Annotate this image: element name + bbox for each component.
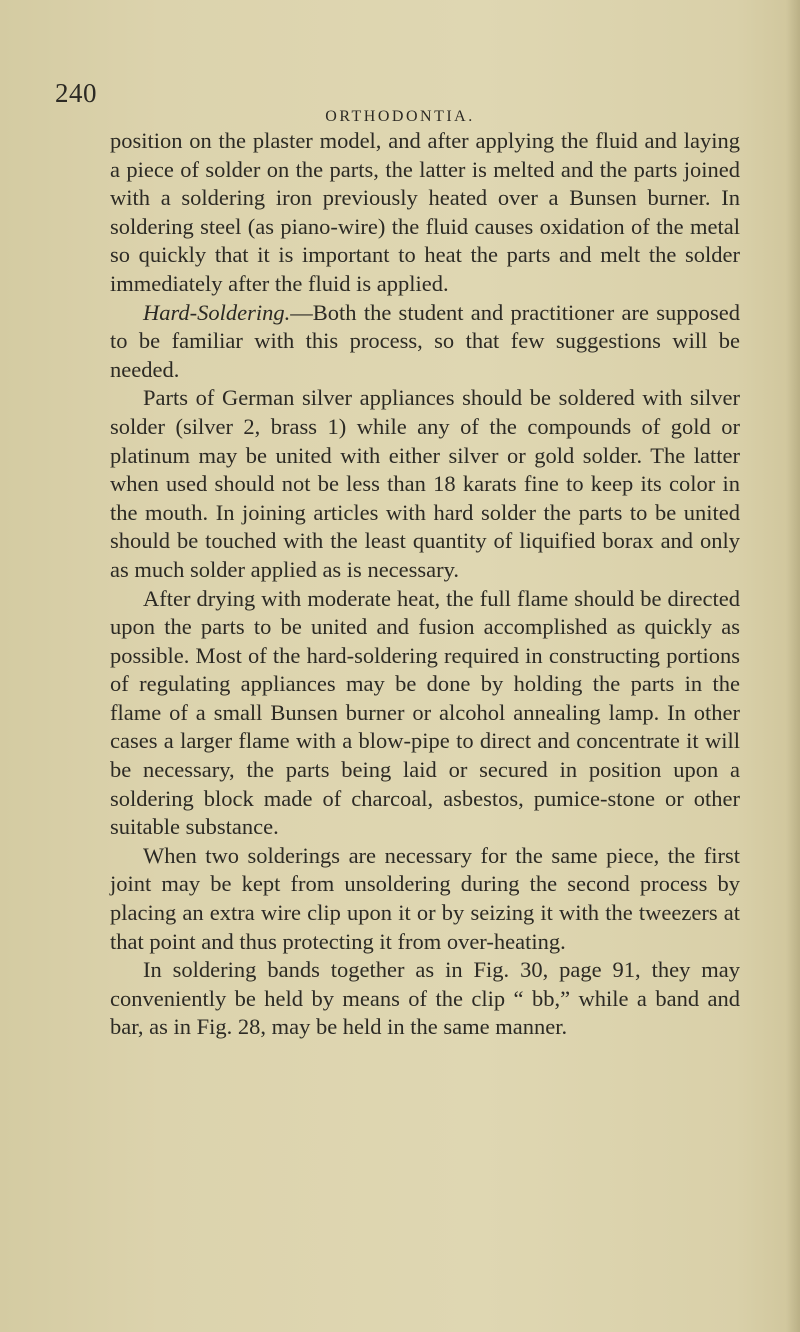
body-text (110, 127, 740, 1042)
paragraph-continued (110, 127, 740, 299)
paragraph-hard-soldering (110, 299, 740, 385)
running-head: ORTHODONTIA. (325, 108, 475, 125)
paragraph (110, 585, 740, 842)
paragraph-text: When two solderings are necessary for the same piece, the first joint may be kept from unsoldering during the second process by placing an extra wire clip upon it or by seizing it with the tweezers at that point and thus protecting it from over-heating. (110, 842, 740, 954)
paragraph (110, 956, 740, 1042)
paragraph-text: position on the plaster model, and after applying the fluid and laying a piece of solder on the parts, the latter is melted and the parts joined with a soldering iron previously heated over a Bunsen burner. In soldering steel (as piano-wire) the fluid causes oxidation of the metal so quickly that it is important to heat the parts and melt the solder immediately after the fluid is applied. (110, 128, 740, 296)
page-number: 240 (55, 78, 97, 108)
section-heading-hard-soldering: Hard-Soldering. (143, 299, 291, 325)
page-edge-shadow (786, 0, 800, 1332)
paragraph-text: After drying with moderate heat, the full flame should be directed upon the parts to be united and fusion accomplished as quickly as possible. Most of the hard-soldering required in constructing portions of regulating appliances may be done by holding the parts in the flame of a small Bunsen burner or alcohol annealing lamp. In other cases a larger flame with a blow-pipe to direct and concentrate it will be necessary, the parts being laid or secured in position upon a soldering block made of charcoal, asbestos, pumice-stone or other suitable substance. (110, 585, 740, 840)
paragraph (110, 384, 740, 584)
paragraph (110, 842, 740, 956)
paragraph-text: Parts of German silver appliances should be soldered with silver solder (silver 2, brass 1) while any of the compounds of gold or platinum may be united with either silver or gold solder. The latter when used should not be less than 18 karats fine to keep its color in the mouth. In joining articles with hard solder the parts to be united should be touched with the least quantity of liquified borax and only as much solder applied as is necessary. (110, 385, 740, 582)
paragraph-text: In soldering bands together as in Fig. 30, page 91, they may conveniently be held by means of the clip “ bb,” while a band and bar, as in Fig. 28, may be held in the same manner. (110, 957, 740, 1040)
paragraph-text: —Both the student and practitioner are supposed to be familiar with this process, so that few suggestions will be needed. (110, 299, 740, 382)
